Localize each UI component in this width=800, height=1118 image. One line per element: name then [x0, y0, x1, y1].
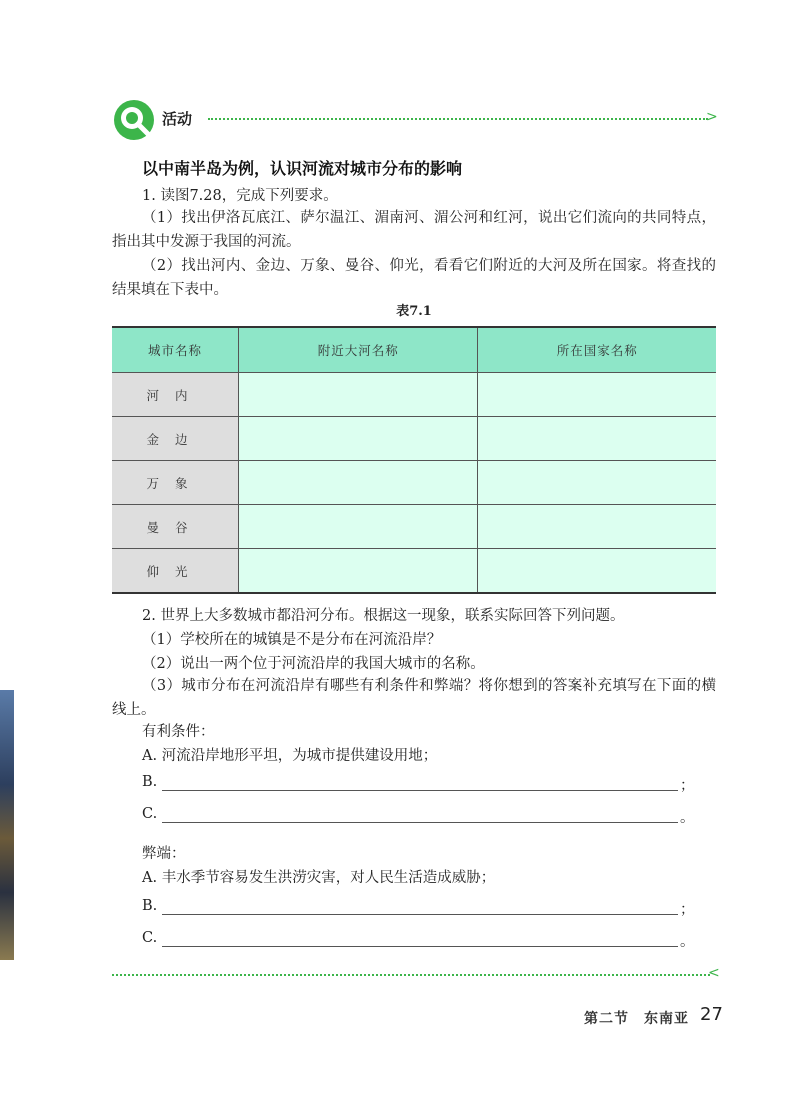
- activity-heading: 以中南半岛为例，认识河流对城市分布的影响: [142, 159, 463, 178]
- arrow-right-icon: >: [706, 109, 718, 125]
- table-cell-river-input[interactable]: [239, 549, 478, 594]
- footer-section-title: 第二节 东南亚: [584, 1011, 689, 1027]
- table-row: [112, 505, 716, 549]
- disadvantages-b-input[interactable]: [162, 913, 678, 915]
- city-river-table: [112, 326, 716, 594]
- advantages-b-input[interactable]: [162, 789, 678, 791]
- table-row: [112, 373, 716, 417]
- table-cell-city: 仰光: [112, 549, 239, 594]
- table-header-country: 所在国家名称: [478, 327, 716, 373]
- table-cell-city: 万象: [112, 461, 239, 505]
- table-cell-country-input[interactable]: [478, 549, 716, 594]
- table-cell-river-input[interactable]: [239, 505, 478, 549]
- activity-logo-icon: [112, 98, 156, 142]
- advantages-a: A. 河流沿岸地形平坦，为城市提供建设用地；: [142, 748, 438, 764]
- disadvantages-label: 弊端：: [142, 846, 186, 862]
- disadvantages-c-end: 。: [680, 934, 695, 950]
- advantages-c-label: C.: [142, 806, 158, 822]
- advantages-b-label: B.: [142, 774, 158, 790]
- table-cell-country-input[interactable]: [478, 417, 716, 461]
- top-dotted-divider: [208, 118, 708, 120]
- q1-title: 1. 读图7.28，完成下列要求。: [142, 188, 338, 204]
- bottom-dotted-divider: [112, 974, 710, 976]
- table-header-river: 附近大河名称: [239, 327, 478, 373]
- q2-title: 2. 世界上大多数城市都沿河分布。根据这一现象，联系实际回答下列问题。: [142, 608, 625, 624]
- table-cell-city: 曼谷: [112, 505, 239, 549]
- side-photo: [0, 690, 14, 960]
- table-cell-river-input[interactable]: [239, 461, 478, 505]
- q2-item1: （1）学校所在的城镇是不是分布在河流沿岸？: [142, 632, 442, 648]
- table-title: 表7.1: [396, 304, 432, 319]
- table-cell-country-input[interactable]: [478, 461, 716, 505]
- q2-item2: （2）说出一两个位于河流沿岸的我国大城市的名称。: [142, 656, 485, 672]
- table-row: [112, 461, 716, 505]
- table-cell-country-input[interactable]: [478, 505, 716, 549]
- advantages-c-end: 。: [680, 810, 695, 826]
- table-cell-city: 河内: [112, 373, 239, 417]
- disadvantages-b-end: ；: [680, 902, 695, 918]
- table-row: [112, 417, 716, 461]
- arrow-left-icon: <: [708, 965, 720, 981]
- advantages-label: 有利条件：: [142, 724, 215, 740]
- activity-label: 活动: [162, 110, 193, 128]
- table-cell-city: 金边: [112, 417, 239, 461]
- table-cell-country-input[interactable]: [478, 373, 716, 417]
- disadvantages-c-input[interactable]: [162, 945, 678, 947]
- disadvantages-b-label: B.: [142, 898, 158, 914]
- table-cell-river-input[interactable]: [239, 373, 478, 417]
- q1-item2: （2）找出河内、金边、万象、曼谷、仰光，看看它们附近的大河及所在国家。将查找的结果填在下表中。: [112, 258, 716, 298]
- disadvantages-a: A. 丰水季节容易发生洪涝灾害，对人民生活造成威胁；: [142, 870, 496, 886]
- table-row: [112, 549, 716, 594]
- q1-item1: （1）找出伊洛瓦底江、萨尔温江、湄南河、湄公河和红河，说出它们流向的共同特点，指出其中发源于我国的河流。: [112, 210, 716, 250]
- table-header-city: 城市名称: [112, 327, 239, 373]
- q2-item3: （3）城市分布在河流沿岸有哪些有利条件和弊端？将你想到的答案补充填写在下面的横线上。: [112, 678, 716, 718]
- advantages-b-end: ；: [680, 778, 695, 794]
- table-cell-river-input[interactable]: [239, 417, 478, 461]
- disadvantages-c-label: C.: [142, 930, 158, 946]
- page-number: 27: [700, 1004, 723, 1025]
- advantages-c-input[interactable]: [162, 821, 678, 823]
